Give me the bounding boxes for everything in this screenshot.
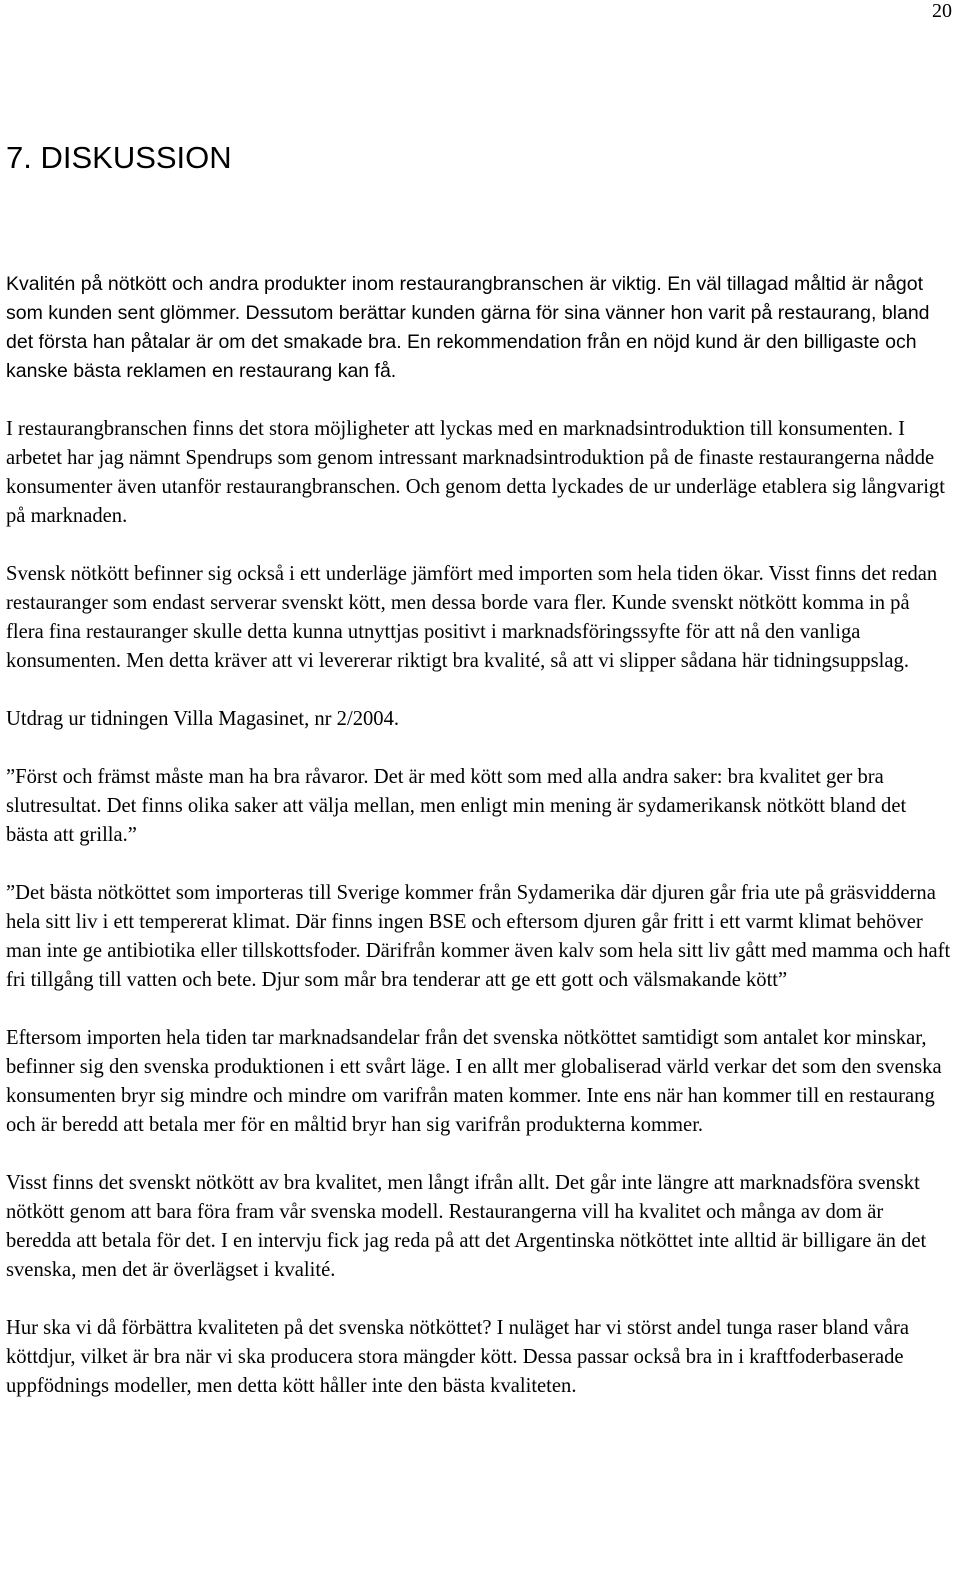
section-heading: 7. DISKUSSION	[6, 140, 232, 175]
paragraph-market-opportunity: I restaurangbranschen finns det stora möjligheter att lyckas med en marknadsintroduktion till konsumenten. I arbetet har jag nämnt Spendrups som genom intressant marknadsintroduktion på de finaste restaurangerna nådde konsumenter även utanför restaurangbranschen. Och genom detta lyckades de ur underläge etablera sig långvarigt på marknaden.	[6, 418, 945, 527]
paragraph-swedish-beef: Svensk nötkött befinner sig också i ett underläge jämfört med importen som hela tiden ökar. Visst finns det redan restauranger som endast serverar svenskt kött, men dessa borde vara fler. Kunde svenskt nötkött komma in på flera fina restauranger skulle detta kunna utnyttjas positivt i marknadsföringssyfte för att nå den vanliga konsumenten. Men detta kräver att vi levererar riktigt bra kvalité, så att vi slipper sådana här tidningsuppslag.	[6, 563, 938, 672]
paragraph-intro: Kvalitén på nötkött och andra produkter inom restaurangbranschen är viktig. En väl tillagad måltid är något som kunden sent glömmer. Dessutom berättar kunden gärna för sina vänner hon varit på restaurang, bland det första han påtalar är om det smakade bra. En rekommendation från en nöjd kund är den billigaste och kanske bästa reklamen en restaurang kan få.	[6, 273, 930, 382]
paragraph-import-situation: Eftersom importen hela tiden tar marknadsandelar från det svenska nötköttet samtidigt som antalet kor minskar, befinner sig den svenska produktionen i ett svårt läge. I en allt mer globaliserad värld verkar det som den svenska konsumenten bryr sig mindre och mindre om varifrån maten kommer. Inte ens när han kommer till en restaurang och är beredd att betala mer för en måltid bryr han sig varifrån produkterna kommer.	[6, 1027, 942, 1136]
page-number: 20	[932, 0, 952, 22]
paragraph-source-citation: Utdrag ur tidningen Villa Magasinet, nr 2/2004.	[6, 708, 400, 730]
paragraph-quote-2: ”Det bästa nötköttet som importeras till Sverige kommer från Sydamerika där djuren går fria ute på gräsvidderna hela sitt liv i ett tempererat klimat. Där finns ingen BSE och eftersom djuren går fritt i ett varmt klimat behöver man inte ge antibiotika eller tillskottsfoder. Därifrån kommer även kalv som hela sitt liv gått med mamma och haft fri tillgång till vatten och bete. Djur som mår bra tenderar att ge ett gott och välsmakande kött”	[6, 882, 951, 991]
paragraph-improvement: Hur ska vi då förbättra kvaliteten på det svenska nötköttet? I nuläget har vi störst andel tunga raser bland våra köttdjur, vilket är bra när vi ska producera stora mängder kött. Dessa passar också bra in i kraftfoderbaserade uppfödnings modeller, men detta kött håller inte den bästa kvaliteten.	[6, 1317, 909, 1397]
paragraph-quote-1: ”Först och främst måste man ha bra råvaror. Det är med kött som med alla andra saker: bra kvalitet ger bra slutresultat. Det finns olika saker att välja mellan, men enligt min mening är sydamerikansk nötkött bland det bästa att grilla.”	[6, 766, 907, 846]
paragraph-quality: Visst finns det svenskt nötkött av bra kvalitet, men långt ifrån allt. Det går inte längre att marknadsföra svenskt nötkött genom att bara föra fram vår svenska modell. Restaurangerna vill ha kvalitet och många av dom är beredda att betala för det. I en intervju fick jag reda på att det Argentinska nötköttet inte alltid är billigare än det svenska, men det är överlägset i kvalité.	[6, 1172, 927, 1281]
document-body	[6, 270, 952, 1430]
